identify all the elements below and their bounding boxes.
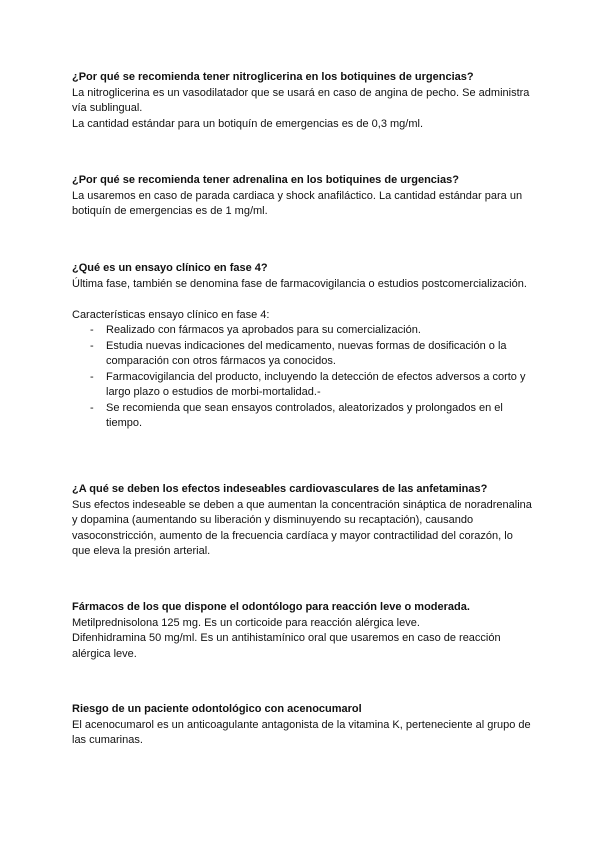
paragraph: Sus efectos indeseable se deben a que aumentan la concentración sináptica de noradrenalina y dopamina (aumentando su liberación y disminuyendo su recaptación), causando vasoconstricción, aumento de la frecuencia cardíaca y mayor contractilidad del corazón, lo que eleva la presión arterial.: [72, 498, 532, 557]
section-anfetaminas: [72, 482, 532, 560]
list-item: - Farmacovigilancia del producto, incluyendo la detección de efectos adversos a corto y largo plazo o estudios de morbi-mortalidad.-: [72, 370, 532, 401]
paragraph: Metilprednisolona 125 mg. Es un corticoide para reacción alérgica leve.: [72, 616, 420, 629]
section-acenocumarol: [72, 702, 532, 749]
paragraph: El acenocumarol es un anticoagulante antagonista de la vitamina K, perteneciente al grupo de las cumarinas.: [72, 718, 531, 746]
section-ensayo-fase-4: [72, 261, 532, 432]
section-heading: Fármacos de los que dispone el odontólogo para reacción leve o moderada.: [72, 601, 470, 613]
list-intro: Características ensayo clínico en fase 4:: [72, 308, 270, 321]
section-heading: ¿Por qué se recomienda tener nitroglicerina en los botiquines de urgencias?: [72, 71, 474, 83]
list-item: - Se recomienda que sean ensayos controlados, aleatorizados y prolongados en el tiempo.: [72, 401, 532, 432]
section-heading: Riesgo de un paciente odontológico con acenocumarol: [72, 703, 362, 715]
list-item: - Realizado con fármacos ya aprobados para su comercialización.: [72, 323, 532, 339]
paragraph: Última fase, también se denomina fase de farmacovigilancia o estudios postcomercialización.: [72, 277, 527, 290]
paragraph: La nitroglicerina es un vasodilatador que se usará en caso de angina de pecho. Se administra vía sublingual.: [72, 86, 530, 114]
section-heading: ¿Qué es un ensayo clínico en fase 4?: [72, 262, 268, 274]
section-adrenalina: [72, 173, 532, 220]
section-heading: ¿A qué se deben los efectos indeseables cardiovasculares de las anfetaminas?: [72, 483, 488, 495]
characteristics-list: [72, 323, 532, 432]
paragraph: La usaremos en caso de parada cardiaca y shock anafiláctico. La cantidad estándar para un botiquín de emergencias es de 1 mg/ml.: [72, 189, 523, 217]
list-item: - Estudia nuevas indicaciones del medicamento, nuevas formas de dosificación o la comparación con otros fármacos ya conocidos.: [72, 339, 532, 370]
section-heading: ¿Por qué se recomienda tener adrenalina en los botiquines de urgencias?: [72, 174, 459, 186]
section-nitroglicerina: [72, 70, 532, 132]
paragraph: Difenhidramina 50 mg/ml. Es un antihistamínico oral que usaremos en caso de reacción alérgica leve.: [72, 632, 501, 660]
section-farmacos-odontologo: [72, 600, 532, 662]
paragraph: La cantidad estándar para un botiquín de emergencias es de 0,3 mg/ml.: [72, 117, 424, 130]
